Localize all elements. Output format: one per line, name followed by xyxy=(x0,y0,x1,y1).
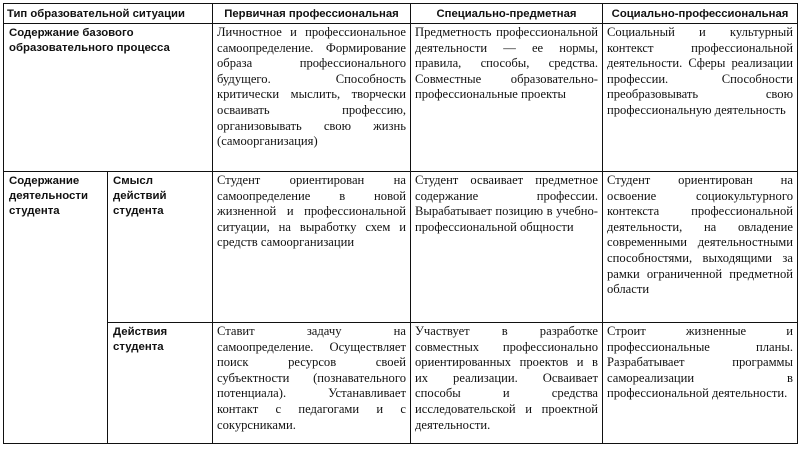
comparison-table xyxy=(3,3,798,444)
cell-actions-social: Строит жизненные и профессиональные планы. Разрабатывает программы самореализации в профессиональной деятельности. xyxy=(603,323,798,444)
row-label-base-content: Содержание базового образовательного процесса xyxy=(4,24,213,172)
row-label-meaning: Смысл действий студента xyxy=(108,172,213,323)
table-row xyxy=(4,172,798,323)
header-primary: Первичная профессиональная xyxy=(213,4,411,24)
cell-base-special: Предметность профессиональной деятельности — ее нормы, правила, способы, средства. Совместные образовательно-профессиональные проекты xyxy=(411,24,603,172)
cell-base-social: Социальный и культурный контекст профессиональной деятельности. Сферы реализации профессии. Способности преобразовывать свою профессиональную деятельность xyxy=(603,24,798,172)
cell-meaning-primary: Студент ориентирован на самоопределение в новой жизненной и профессиональной ситуации, на выработку схем и средств самоорганизации xyxy=(213,172,411,323)
header-special: Специально-предметная xyxy=(411,4,603,24)
header-social: Социально-профессиональная xyxy=(603,4,798,24)
header-situation-type: Тип образовательной ситуации xyxy=(4,4,213,24)
row-label-actions: Действия студента xyxy=(108,323,213,444)
table-row xyxy=(4,24,798,172)
cell-meaning-special: Студент осваивает предметное содержание профессии. Вырабатывает позицию в учебно-профессиональной общности xyxy=(411,172,603,323)
cell-meaning-social: Студент ориентирован на освоение социокультурного контекста профессиональной деятельности, на овладение современными деятельностными способностями, выходящими за рамки ограниченной предметной области xyxy=(603,172,798,323)
table-row xyxy=(4,323,798,444)
row-group-label-activity: Содержание деятельности студента xyxy=(4,172,108,444)
cell-actions-special: Участвует в разработке совместных профессионально ориентированных проектов и в их реализации. Осваивает способы и средства исследовательской и проектной деятельности. xyxy=(411,323,603,444)
cell-actions-primary: Ставит задачу на самоопределение. Осуществляет поиск ресурсов своей субъектности (познавательного потенциала). Устанавливает контакт с педагогами и с сокурсниками. xyxy=(213,323,411,444)
cell-base-primary: Личностное и профессиональное самоопределение. Формирование образа профессионального будущего. Способность критически мыслить, творчески осваивать профессию, организовывать свою жизнь (самоорганизация) xyxy=(213,24,411,172)
header-row xyxy=(4,4,798,24)
